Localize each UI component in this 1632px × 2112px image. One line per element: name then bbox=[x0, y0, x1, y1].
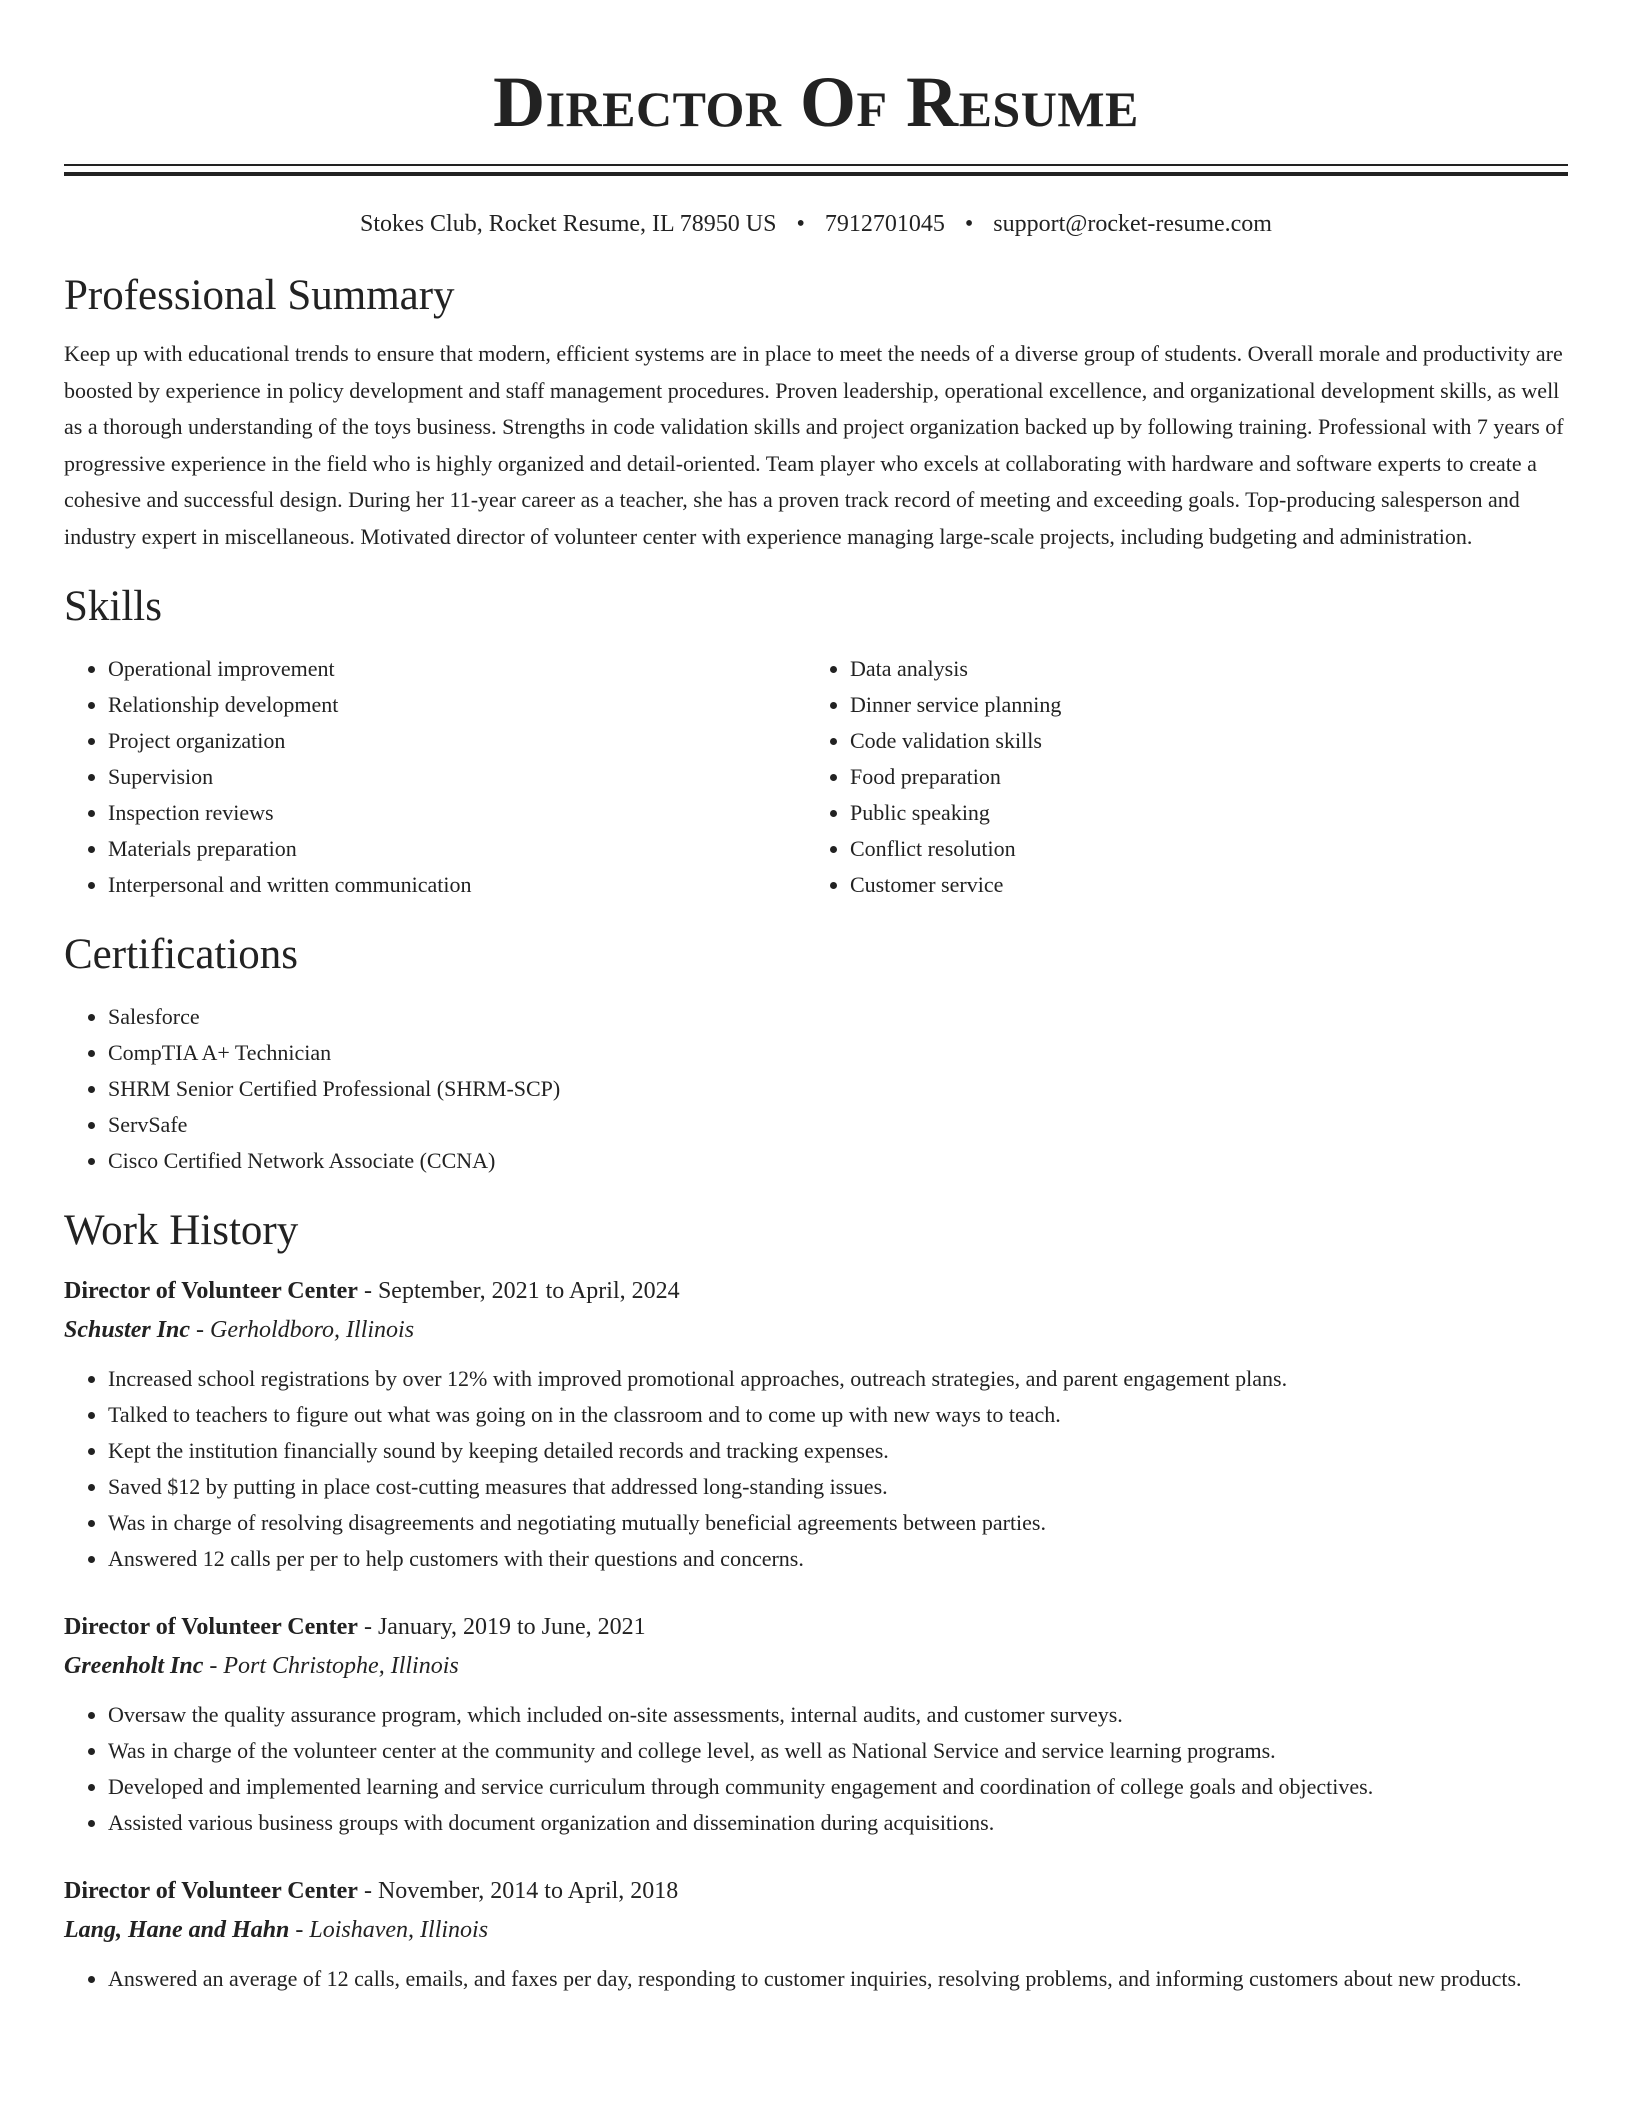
job-bullet: • Answered 12 calls per per to help customers with their questions and concerns. bbox=[108, 1541, 1568, 1577]
work-history-heading: Work History bbox=[64, 1207, 299, 1254]
header-rule-thin bbox=[64, 164, 1568, 166]
skill-item: • Inspection reviews bbox=[108, 795, 806, 831]
job-title-line: Director of Volunteer Center - January, 2019 to June, 2021 bbox=[64, 1614, 646, 1640]
job-bullet: • Saved $12 by putting in place cost-cutting measures that addressed long-standing issues. bbox=[108, 1469, 1568, 1505]
job-bullet: • Kept the institution financially sound by keeping detailed records and tracking expenses. bbox=[108, 1433, 1568, 1469]
skill-item: • Data analysis bbox=[850, 651, 1548, 687]
skill-item: • Food preparation bbox=[850, 759, 1548, 795]
contact-separator: • bbox=[796, 211, 805, 237]
certification-item: • Cisco Certified Network Associate (CCNA) bbox=[108, 1143, 1568, 1179]
job-bullet: • Developed and implemented learning and service curriculum through community engagement and coordination of college goals and objectives. bbox=[108, 1769, 1568, 1805]
skill-item: • Customer service bbox=[850, 867, 1548, 903]
job-dates: September, 2021 to April, 2024 bbox=[377, 1278, 680, 1304]
skills-column-right bbox=[806, 651, 1548, 903]
skill-item: • Operational improvement bbox=[108, 651, 806, 687]
job-title: Director of Volunteer Center bbox=[64, 1278, 358, 1304]
certification-item: • Salesforce bbox=[108, 999, 1568, 1035]
job-company-line: Lang, Hane and Hahn - Loishaven, Illinois bbox=[64, 1917, 489, 1943]
skill-item: • Project organization bbox=[108, 723, 806, 759]
contact-line bbox=[64, 208, 1568, 240]
contact-email: support@rocket-resume.com bbox=[993, 211, 1272, 237]
skill-item: • Relationship development bbox=[108, 687, 806, 723]
skill-item: • Code validation skills bbox=[850, 723, 1548, 759]
contact-separator: • bbox=[964, 211, 974, 237]
job-entry bbox=[64, 1607, 1568, 1841]
skill-item: • Supervision bbox=[108, 759, 806, 795]
job-bullet: • Answered an average of 12 calls, emails, and faxes per day, responding to customer inquiries, resolving problems, and informing customers about new products. bbox=[108, 1961, 1568, 1997]
job-dates: January, 2019 to June, 2021 bbox=[377, 1614, 646, 1640]
summary-text: Keep up with educational trends to ensure that modern, efficient systems are in place to meet the needs of a diverse group of students. Overall morale and productivity are boosted by experience in policy development and staff management procedures. Proven leadership, operational excellence, and organizational development skills, as well as a thorough understanding of the toys business. Strengths in code validation skills and project organization backed up by following training. Professional with 7 years of progressive experience in the field who is highly organized and detail-oriented. Team player who excels at collaborating with hardware and software experts to create a cohesive and successful design. During her 11-year career as a teacher, she has a proven track record of meeting and exceeding goals. Top-producing salesperson and industry expert in miscellaneous. Motivated director of volunteer center with experience managing large-scale projects, including budgeting and administration. bbox=[64, 341, 1564, 549]
job-bullet: • Increased school registrations by over 12% with improved promotional approaches, outreach strategies, and parent engagement plans. bbox=[108, 1361, 1568, 1397]
job-location: Port Christophe, Illinois bbox=[223, 1653, 459, 1679]
job-company: Schuster Inc bbox=[64, 1317, 191, 1343]
job-company: Lang, Hane and Hahn bbox=[64, 1917, 290, 1943]
job-company-line: Greenholt Inc - Port Christophe, Illinois bbox=[64, 1653, 459, 1679]
skill-item: • Dinner service planning bbox=[850, 687, 1548, 723]
skills-column-left bbox=[64, 651, 806, 903]
certifications-list bbox=[64, 999, 1568, 1179]
contact-phone: 7912701045 bbox=[824, 211, 945, 237]
job-entry bbox=[64, 1871, 1568, 1997]
job-bullet: • Was in charge of the volunteer center at the community and college level, as well as National Service and service learning programs. bbox=[108, 1733, 1568, 1769]
job-bullet: • Assisted various business groups with document organization and dissemination during acquisitions. bbox=[108, 1805, 1568, 1841]
job-bullet: • Talked to teachers to figure out what was going on in the classroom and to come up with new ways to teach. bbox=[108, 1397, 1568, 1433]
skills-list bbox=[64, 651, 1568, 903]
contact-address: Stokes Club, Rocket Resume, IL 78950 US bbox=[360, 211, 777, 237]
summary-heading: Professional Summary bbox=[64, 272, 455, 319]
job-location: Gerholdboro, Illinois bbox=[210, 1317, 415, 1343]
resume-name: Director Of Resume bbox=[493, 62, 1139, 142]
job-company: Greenholt Inc bbox=[64, 1653, 204, 1679]
skill-item: • Conflict resolution bbox=[850, 831, 1548, 867]
job-bullet: • Oversaw the quality assurance program, which included on-site assessments, internal audits, and customer surveys. bbox=[108, 1697, 1568, 1733]
job-bullets bbox=[64, 1697, 1568, 1841]
certification-item: • SHRM Senior Certified Professional (SHRM-SCP) bbox=[108, 1071, 1568, 1107]
job-location: Loishaven, Illinois bbox=[309, 1917, 489, 1943]
job-title-line: Director of Volunteer Center - September, 2021 to April, 2024 bbox=[64, 1278, 680, 1304]
job-bullets bbox=[64, 1961, 1568, 1997]
job-entry bbox=[64, 1271, 1568, 1577]
skills-heading: Skills bbox=[64, 583, 162, 630]
job-company-line: Schuster Inc - Gerholdboro, Illinois bbox=[64, 1317, 415, 1343]
job-title: Director of Volunteer Center bbox=[64, 1878, 358, 1904]
header-rule-thick bbox=[64, 172, 1568, 176]
certification-item: • CompTIA A+ Technician bbox=[108, 1035, 1568, 1071]
job-bullet: • Was in charge of resolving disagreements and negotiating mutually beneficial agreements between parties. bbox=[108, 1505, 1568, 1541]
resume-page bbox=[64, 0, 1568, 1997]
certification-item: • ServSafe bbox=[108, 1107, 1568, 1143]
job-bullets bbox=[64, 1361, 1568, 1577]
job-dates: November, 2014 to April, 2018 bbox=[377, 1878, 679, 1904]
skill-item: • Interpersonal and written communication bbox=[108, 867, 806, 903]
skill-item: • Public speaking bbox=[850, 795, 1548, 831]
job-title-line: Director of Volunteer Center - November, 2014 to April, 2018 bbox=[64, 1878, 679, 1904]
job-title: Director of Volunteer Center bbox=[64, 1614, 358, 1640]
skill-item: • Materials preparation bbox=[108, 831, 806, 867]
certifications-heading: Certifications bbox=[64, 931, 299, 978]
